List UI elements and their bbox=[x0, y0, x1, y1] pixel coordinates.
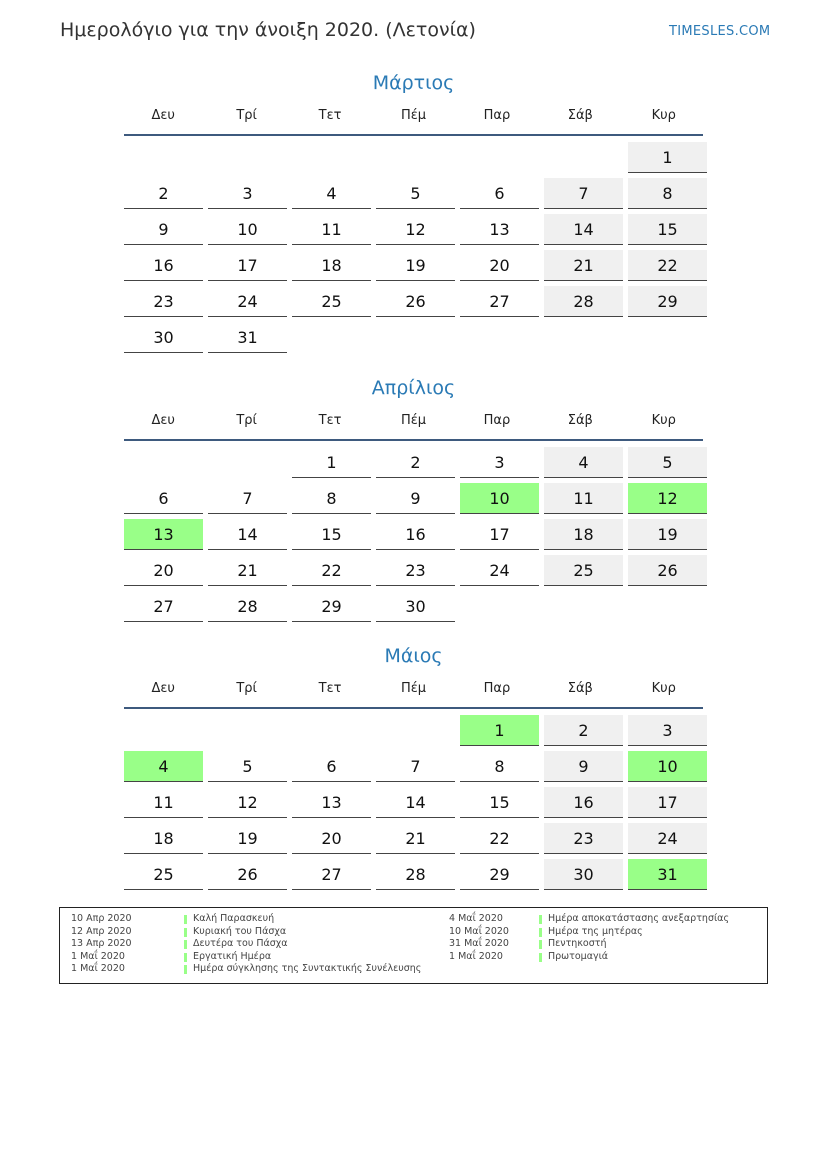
day-cell: 10 bbox=[208, 214, 287, 245]
day-cell: 6 bbox=[124, 483, 203, 514]
day-cell: 19 bbox=[208, 823, 287, 854]
weekday-label: Κυρ bbox=[651, 107, 676, 123]
holiday-color-marker bbox=[539, 953, 542, 962]
day-cell: 24 bbox=[628, 823, 707, 854]
month-calendar bbox=[124, 373, 703, 622]
header-divider bbox=[124, 439, 703, 441]
header-divider bbox=[124, 134, 703, 136]
weekday-header bbox=[124, 102, 703, 128]
empty-cell bbox=[292, 715, 371, 745]
weekday-label: Τρί bbox=[236, 412, 257, 428]
day-cell: 28 bbox=[376, 859, 455, 890]
holiday-name: Δευτέρα του Πάσχα bbox=[193, 938, 288, 950]
day-cell: 11 bbox=[292, 214, 371, 245]
holiday-date: 1 Μαΐ 2020 bbox=[71, 963, 125, 975]
day-cell: 25 bbox=[124, 859, 203, 890]
day-cell: 21 bbox=[376, 823, 455, 854]
holiday-name: Ημέρα αποκατάστασης ανεξαρτησίας bbox=[548, 913, 730, 924]
day-cell: 23 bbox=[544, 823, 623, 854]
weekday-label: Σάβ bbox=[567, 107, 593, 123]
legend-row bbox=[71, 913, 401, 926]
weekday-label: Κυρ bbox=[651, 412, 676, 428]
day-cell: 1 bbox=[292, 447, 371, 478]
day-cell: 18 bbox=[124, 823, 203, 854]
day-cell: 1 bbox=[628, 142, 707, 173]
month-name: Μάιος bbox=[384, 645, 443, 667]
day-cell: 22 bbox=[628, 250, 707, 281]
day-cell: 6 bbox=[460, 178, 539, 209]
day-cell: 17 bbox=[460, 519, 539, 550]
day-cell: 15 bbox=[292, 519, 371, 550]
empty-cell bbox=[376, 715, 455, 745]
day-cell: 25 bbox=[544, 555, 623, 586]
day-cell: 4 bbox=[292, 178, 371, 209]
weekday-label: Δευ bbox=[151, 107, 175, 123]
day-cell: 14 bbox=[544, 214, 623, 245]
brand-logo-text[interactable]: TIMESLES.COM bbox=[669, 24, 771, 39]
day-cell: 25 bbox=[292, 286, 371, 317]
day-cell: 22 bbox=[292, 555, 371, 586]
day-cell: 3 bbox=[628, 715, 707, 746]
legend-row bbox=[71, 938, 401, 951]
empty-cell bbox=[544, 142, 623, 172]
day-cell: 9 bbox=[376, 483, 455, 514]
day-cell: 20 bbox=[292, 823, 371, 854]
day-cell: 8 bbox=[292, 483, 371, 514]
day-cell: 30 bbox=[544, 859, 623, 890]
holiday-color-marker bbox=[184, 953, 187, 962]
weekday-label: Τετ bbox=[318, 107, 342, 123]
day-cell: 13 bbox=[292, 787, 371, 818]
day-cell: 16 bbox=[376, 519, 455, 550]
day-cell: 9 bbox=[124, 214, 203, 245]
day-cell: 17 bbox=[208, 250, 287, 281]
day-cell: 29 bbox=[628, 286, 707, 317]
empty-cell bbox=[376, 142, 455, 172]
day-cell: 15 bbox=[460, 787, 539, 818]
day-cell: 24 bbox=[208, 286, 287, 317]
legend-row bbox=[449, 913, 779, 926]
weekday-label: Παρ bbox=[483, 412, 511, 428]
day-cell: 16 bbox=[124, 250, 203, 281]
holiday-color-marker bbox=[539, 940, 542, 949]
day-grid bbox=[124, 447, 703, 622]
day-cell: 5 bbox=[208, 751, 287, 782]
day-cell: 26 bbox=[628, 555, 707, 586]
weekday-label: Κυρ bbox=[651, 680, 676, 696]
day-cell: 7 bbox=[544, 178, 623, 209]
day-cell: 7 bbox=[208, 483, 287, 514]
page-title: Ημερολόγιο για την άνοιξη 2020. (Λετονία) bbox=[60, 19, 476, 41]
holiday-name: Πεντηκοστή bbox=[548, 938, 607, 950]
weekday-label: Τρί bbox=[236, 107, 257, 123]
empty-cell bbox=[208, 715, 287, 745]
day-cell: 5 bbox=[376, 178, 455, 209]
holiday-date: 12 Απρ 2020 bbox=[71, 925, 132, 937]
legend-column bbox=[71, 913, 422, 976]
holiday-date: 10 Απρ 2020 bbox=[71, 913, 132, 924]
day-cell: 18 bbox=[292, 250, 371, 281]
empty-cell bbox=[208, 447, 287, 477]
day-cell: 2 bbox=[376, 447, 455, 478]
holiday-day-cell: 1 bbox=[460, 715, 539, 746]
day-cell: 3 bbox=[208, 178, 287, 209]
day-cell: 6 bbox=[292, 751, 371, 782]
day-cell: 5 bbox=[628, 447, 707, 478]
day-cell: 30 bbox=[124, 322, 203, 353]
holiday-name: Εργατική Ημέρα bbox=[193, 950, 272, 962]
day-cell: 27 bbox=[460, 286, 539, 317]
day-cell: 26 bbox=[376, 286, 455, 317]
day-cell: 28 bbox=[208, 591, 287, 622]
day-cell: 12 bbox=[376, 214, 455, 245]
day-cell: 13 bbox=[460, 214, 539, 245]
legend-row bbox=[449, 938, 779, 951]
weekday-label: Δευ bbox=[151, 412, 175, 428]
header-divider bbox=[124, 707, 703, 709]
day-cell: 3 bbox=[460, 447, 539, 478]
day-cell: 7 bbox=[376, 751, 455, 782]
weekday-label: Τετ bbox=[318, 412, 342, 428]
weekday-label: Σάβ bbox=[567, 412, 593, 428]
month-name: Μάρτιος bbox=[372, 72, 455, 94]
holiday-date: 4 Μαΐ 2020 bbox=[449, 913, 503, 924]
day-cell: 23 bbox=[376, 555, 455, 586]
holiday-day-cell: 31 bbox=[628, 859, 707, 890]
day-cell: 27 bbox=[292, 859, 371, 890]
holiday-day-cell: 13 bbox=[124, 519, 203, 550]
day-cell: 9 bbox=[544, 751, 623, 782]
day-cell: 26 bbox=[208, 859, 287, 890]
holiday-date: 10 Μαΐ 2020 bbox=[449, 925, 509, 937]
day-cell: 22 bbox=[460, 823, 539, 854]
holiday-name: Πρωτομαγιά bbox=[548, 950, 609, 962]
weekday-label: Πέμ bbox=[400, 107, 427, 123]
empty-cell bbox=[124, 715, 203, 745]
month-calendar bbox=[124, 641, 703, 890]
month-calendar bbox=[124, 68, 703, 353]
day-cell: 23 bbox=[124, 286, 203, 317]
empty-cell bbox=[124, 142, 203, 172]
day-cell: 8 bbox=[628, 178, 707, 209]
holiday-color-marker bbox=[184, 965, 187, 974]
day-cell: 4 bbox=[544, 447, 623, 478]
day-grid bbox=[124, 142, 703, 353]
holiday-date: 1 Μαΐ 2020 bbox=[449, 950, 503, 962]
holiday-name: Ημέρα σύγκλησης της Συντακτικής Συνέλευσης bbox=[193, 963, 422, 975]
day-cell: 2 bbox=[124, 178, 203, 209]
day-cell: 17 bbox=[628, 787, 707, 818]
legend-column bbox=[449, 913, 779, 963]
holiday-name: Κυριακή του Πάσχα bbox=[193, 925, 287, 937]
weekday-label: Σάβ bbox=[567, 680, 593, 696]
weekday-label: Παρ bbox=[483, 107, 511, 123]
legend-row bbox=[449, 926, 779, 939]
day-cell: 14 bbox=[376, 787, 455, 818]
holiday-legend bbox=[59, 907, 768, 984]
day-cell: 11 bbox=[124, 787, 203, 818]
day-cell: 29 bbox=[460, 859, 539, 890]
day-cell: 16 bbox=[544, 787, 623, 818]
day-cell: 15 bbox=[628, 214, 707, 245]
holiday-day-cell: 10 bbox=[460, 483, 539, 514]
day-cell: 27 bbox=[124, 591, 203, 622]
weekday-header bbox=[124, 407, 703, 433]
day-cell: 2 bbox=[544, 715, 623, 746]
day-cell: 20 bbox=[124, 555, 203, 586]
holiday-color-marker bbox=[539, 915, 542, 924]
holiday-day-cell: 12 bbox=[628, 483, 707, 514]
legend-row bbox=[71, 926, 401, 939]
day-cell: 24 bbox=[460, 555, 539, 586]
day-cell: 30 bbox=[376, 591, 455, 622]
holiday-name: Καλή Παρασκευή bbox=[193, 913, 275, 924]
empty-cell bbox=[460, 142, 539, 172]
day-cell: 31 bbox=[208, 322, 287, 353]
legend-row bbox=[71, 951, 401, 964]
day-cell: 8 bbox=[460, 751, 539, 782]
empty-cell bbox=[292, 142, 371, 172]
holiday-name: Ημέρα της μητέρας bbox=[548, 925, 643, 937]
weekday-header bbox=[124, 675, 703, 701]
month-name: Απρίλιος bbox=[371, 377, 456, 399]
holiday-color-marker bbox=[184, 940, 187, 949]
holiday-color-marker bbox=[184, 928, 187, 937]
weekday-label: Πέμ bbox=[400, 680, 427, 696]
day-grid bbox=[124, 715, 703, 890]
holiday-day-cell: 10 bbox=[628, 751, 707, 782]
holiday-day-cell: 4 bbox=[124, 751, 203, 782]
holiday-color-marker bbox=[539, 928, 542, 937]
weekday-label: Τετ bbox=[318, 680, 342, 696]
holiday-color-marker bbox=[184, 915, 187, 924]
day-cell: 19 bbox=[628, 519, 707, 550]
weekday-label: Τρί bbox=[236, 680, 257, 696]
empty-cell bbox=[124, 447, 203, 477]
holiday-date: 1 Μαΐ 2020 bbox=[71, 950, 125, 962]
day-cell: 21 bbox=[208, 555, 287, 586]
holiday-date: 13 Απρ 2020 bbox=[71, 938, 132, 950]
day-cell: 28 bbox=[544, 286, 623, 317]
weekday-label: Παρ bbox=[483, 680, 511, 696]
day-cell: 11 bbox=[544, 483, 623, 514]
weekday-label: Δευ bbox=[151, 680, 175, 696]
empty-cell bbox=[208, 142, 287, 172]
weekday-label: Πέμ bbox=[400, 412, 427, 428]
day-cell: 20 bbox=[460, 250, 539, 281]
day-cell: 19 bbox=[376, 250, 455, 281]
legend-row bbox=[71, 963, 422, 976]
day-cell: 21 bbox=[544, 250, 623, 281]
day-cell: 18 bbox=[544, 519, 623, 550]
legend-row bbox=[449, 951, 779, 964]
holiday-date: 31 Μαΐ 2020 bbox=[449, 938, 509, 950]
day-cell: 14 bbox=[208, 519, 287, 550]
day-cell: 12 bbox=[208, 787, 287, 818]
day-cell: 29 bbox=[292, 591, 371, 622]
